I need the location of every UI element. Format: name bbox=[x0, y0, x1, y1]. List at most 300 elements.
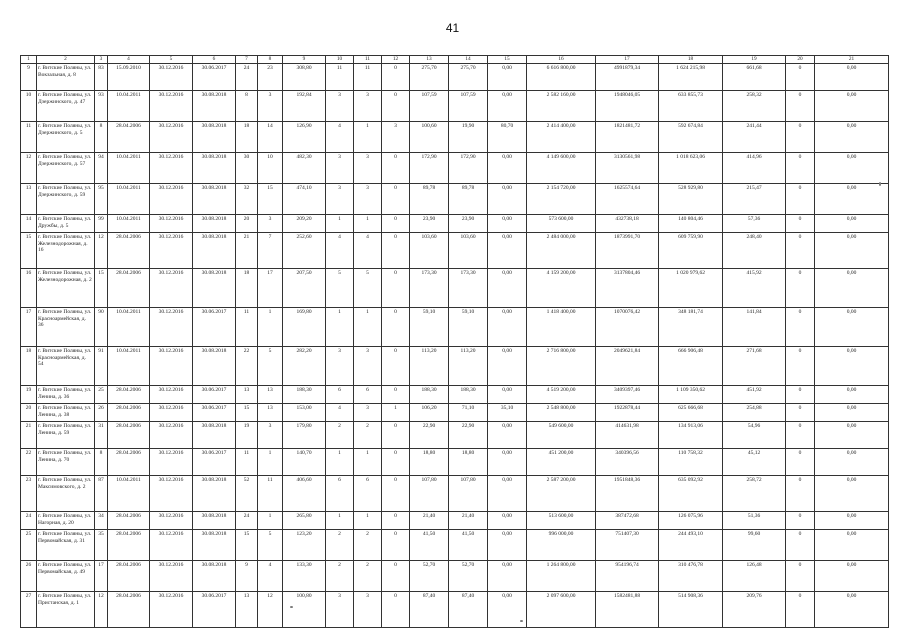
table-cell: 87,40 bbox=[410, 592, 449, 628]
table-cell: 45,12 bbox=[723, 449, 786, 476]
table-cell: 11 bbox=[236, 449, 258, 476]
address-cell: г. Витские Поляны, ул. Дзержинского, д. 47 bbox=[37, 91, 95, 122]
address-cell: г. Витские Поляны, ул. Красноармейская, д. 54 bbox=[37, 347, 95, 386]
table-cell: 30.08.2018 bbox=[193, 269, 236, 308]
table-row bbox=[21, 347, 889, 386]
table-cell: 609 759,90 bbox=[659, 233, 723, 269]
table-cell: 10.04.2011 bbox=[108, 184, 150, 215]
table-cell: 18 bbox=[236, 122, 258, 153]
table-cell: 0,00 bbox=[488, 269, 527, 308]
table-cell: 0 bbox=[786, 386, 815, 404]
table-cell: 30.12.2016 bbox=[150, 404, 193, 422]
column-number-cell: 14 bbox=[449, 56, 488, 64]
table-cell: 954196,74 bbox=[596, 561, 659, 592]
table-cell: 14 bbox=[258, 122, 283, 153]
table-cell: 15 bbox=[236, 530, 258, 561]
address-cell: г. Витские Поляны, ул. Ленина, д. 59 bbox=[37, 422, 95, 449]
table-cell: 14 bbox=[21, 215, 37, 233]
table-cell: 172,90 bbox=[410, 153, 449, 184]
table-cell: 30.08.2018 bbox=[193, 153, 236, 184]
table-cell: 1 018 623,06 bbox=[659, 153, 723, 184]
table-cell: 91 bbox=[95, 347, 108, 386]
table-cell: 188,30 bbox=[283, 386, 326, 404]
table-cell: 107,59 bbox=[449, 91, 488, 122]
table-cell: 282,20 bbox=[283, 347, 326, 386]
table-cell: 0 bbox=[786, 64, 815, 91]
table-cell: 3 bbox=[354, 184, 382, 215]
table-cell: 0,00 bbox=[815, 184, 889, 215]
table-cell: 0 bbox=[786, 449, 815, 476]
table-cell: 11 bbox=[326, 64, 354, 91]
table-row bbox=[21, 592, 889, 628]
table-cell: 0 bbox=[382, 347, 410, 386]
table-cell: 0,00 bbox=[488, 530, 527, 561]
table-cell: 30.12.2016 bbox=[150, 233, 193, 269]
table-cell: 30.12.2016 bbox=[150, 64, 193, 91]
table-cell: 153,00 bbox=[283, 404, 326, 422]
table-cell: 2 097 600,00 bbox=[527, 592, 596, 628]
table-cell: 0,00 bbox=[815, 476, 889, 512]
table-cell: 0,00 bbox=[815, 269, 889, 308]
table-cell: 22 bbox=[236, 347, 258, 386]
table-cell: 1 bbox=[258, 449, 283, 476]
table-cell: 0,00 bbox=[815, 215, 889, 233]
table-cell: 451,92 bbox=[723, 386, 786, 404]
table-cell: 90 bbox=[95, 308, 108, 347]
table-cell: 1 624 215,98 bbox=[659, 64, 723, 91]
table-cell: 15 bbox=[95, 269, 108, 308]
table-cell: 414631,98 bbox=[596, 422, 659, 449]
table-cell: 3 bbox=[354, 91, 382, 122]
table-cell: 52 bbox=[236, 476, 258, 512]
table-cell: 21 bbox=[21, 422, 37, 449]
table-cell: 0 bbox=[786, 476, 815, 512]
table-cell: 95 bbox=[95, 184, 108, 215]
table-cell: 3 bbox=[326, 184, 354, 215]
table-cell: 1 bbox=[326, 449, 354, 476]
scan-artifact-dot bbox=[879, 182, 881, 186]
column-number-cell: 16 bbox=[527, 56, 596, 64]
table-cell: 126,90 bbox=[283, 122, 326, 153]
table-cell: 30.12.2016 bbox=[150, 476, 193, 512]
table-cell: 28.04.2006 bbox=[108, 422, 150, 449]
table-cell: 528 929,80 bbox=[659, 184, 723, 215]
address-cell: г. Витские Поляны, ул. Пристанская, д. 1 bbox=[37, 592, 95, 628]
table-cell: 635 092,92 bbox=[659, 476, 723, 512]
table-cell: 15 bbox=[236, 404, 258, 422]
table-cell: 93 bbox=[95, 91, 108, 122]
table-row bbox=[21, 561, 889, 592]
address-cell: г. Витские Поляны, ул. Железнодорожная, д. 16 bbox=[37, 233, 95, 269]
table-row bbox=[21, 530, 889, 561]
table-cell: 100,60 bbox=[410, 122, 449, 153]
table-cell: 11 bbox=[354, 64, 382, 91]
table-cell: 996 000,00 bbox=[527, 530, 596, 561]
table-cell: 0,00 bbox=[815, 64, 889, 91]
table-cell: 52,70 bbox=[410, 561, 449, 592]
table-cell: 482,30 bbox=[283, 153, 326, 184]
address-cell: г. Витские Поляны, ул. Вокзальная, д. 8 bbox=[37, 64, 95, 91]
table-cell: 2 bbox=[326, 530, 354, 561]
housing-registry-table bbox=[20, 55, 889, 628]
table-cell: 10.04.2011 bbox=[108, 153, 150, 184]
table-cell: 0,00 bbox=[488, 153, 527, 184]
table-cell: 10.04.2011 bbox=[108, 476, 150, 512]
table-cell: 4 bbox=[326, 122, 354, 153]
table-cell: 13 bbox=[236, 386, 258, 404]
table-cell: 22,90 bbox=[410, 422, 449, 449]
table-row bbox=[21, 512, 889, 530]
table-cell: 1 bbox=[354, 308, 382, 347]
table-cell: 110 758,32 bbox=[659, 449, 723, 476]
table-cell: 25 bbox=[95, 386, 108, 404]
table-cell: 3137804,46 bbox=[596, 269, 659, 308]
table-cell: 0,00 bbox=[815, 404, 889, 422]
table-cell: 103,60 bbox=[410, 233, 449, 269]
table-cell: 28.04.2006 bbox=[108, 386, 150, 404]
table-cell: 28.04.2006 bbox=[108, 561, 150, 592]
table-cell: 3 bbox=[258, 422, 283, 449]
table-cell: 22 bbox=[21, 449, 37, 476]
table-cell: 2 bbox=[326, 561, 354, 592]
page-number: 41 bbox=[445, 21, 460, 35]
table-cell: 2 716 800,00 bbox=[527, 347, 596, 386]
column-number-cell: 8 bbox=[258, 56, 283, 64]
address-cell: г. Витские Поляны, ул. Первомайская, д. 49 bbox=[37, 561, 95, 592]
column-number-cell: 13 bbox=[410, 56, 449, 64]
table-cell: 5 bbox=[354, 269, 382, 308]
table-cell: 30.12.2016 bbox=[150, 184, 193, 215]
table-cell: 13 bbox=[21, 184, 37, 215]
table-cell: 30.08.2018 bbox=[193, 233, 236, 269]
table-cell: 22,90 bbox=[449, 422, 488, 449]
address-cell: г. Витские Поляны, ул. Нагорная, д. 20 bbox=[37, 512, 95, 530]
table-cell: 107,80 bbox=[449, 476, 488, 512]
address-cell: г. Витские Поляны, ул. Ленина, д. 38 bbox=[37, 404, 95, 422]
table-cell: 1625574,64 bbox=[596, 184, 659, 215]
table-cell: 1 bbox=[354, 449, 382, 476]
table-cell: 8 bbox=[95, 449, 108, 476]
table-cell: 10.04.2011 bbox=[108, 308, 150, 347]
address-cell: г. Витские Поляны, ул. Ленина, д. 36 bbox=[37, 386, 95, 404]
table-cell: 12 bbox=[95, 233, 108, 269]
table-row bbox=[21, 404, 889, 422]
table-cell: 30.08.2018 bbox=[193, 476, 236, 512]
table-cell: 30.12.2016 bbox=[150, 422, 193, 449]
table-cell: 24 bbox=[236, 64, 258, 91]
table-cell: 35,10 bbox=[488, 404, 527, 422]
table-cell: 0,00 bbox=[488, 215, 527, 233]
table-cell: 0 bbox=[786, 404, 815, 422]
table-cell: 387472,68 bbox=[596, 512, 659, 530]
table-cell: 1 bbox=[354, 512, 382, 530]
table-cell: 1582481,88 bbox=[596, 592, 659, 628]
table-cell: 0 bbox=[382, 386, 410, 404]
table-cell: 107,80 bbox=[410, 476, 449, 512]
table-cell: 3 bbox=[354, 347, 382, 386]
table-cell: 140,70 bbox=[283, 449, 326, 476]
table-row bbox=[21, 269, 889, 308]
table-cell: 26 bbox=[95, 404, 108, 422]
table-cell: 30.06.2017 bbox=[193, 64, 236, 91]
table-cell: 19 bbox=[21, 386, 37, 404]
table-cell: 1 109 350,62 bbox=[659, 386, 723, 404]
column-number-cell: 6 bbox=[193, 56, 236, 64]
table-cell: 30.08.2018 bbox=[193, 512, 236, 530]
table-cell: 0,00 bbox=[815, 512, 889, 530]
table-cell: 123,20 bbox=[283, 530, 326, 561]
table-cell: 5 bbox=[326, 269, 354, 308]
table-cell: 18 bbox=[21, 347, 37, 386]
table-cell: 19,90 bbox=[449, 122, 488, 153]
table-cell: 0 bbox=[382, 308, 410, 347]
table-cell: 2 414 400,00 bbox=[527, 122, 596, 153]
table-row bbox=[21, 233, 889, 269]
table-cell: 275,70 bbox=[410, 64, 449, 91]
table-cell: 52,70 bbox=[449, 561, 488, 592]
table-cell: 30.06.2017 bbox=[193, 386, 236, 404]
table-cell: 30.06.2017 bbox=[193, 449, 236, 476]
table-cell: 2 484 000,00 bbox=[527, 233, 596, 269]
table-cell: 0,00 bbox=[488, 386, 527, 404]
table-cell: 107,59 bbox=[410, 91, 449, 122]
table-cell: 340396,56 bbox=[596, 449, 659, 476]
table-cell: 215,47 bbox=[723, 184, 786, 215]
table-cell: 30.12.2016 bbox=[150, 153, 193, 184]
table-cell: 310 476,78 bbox=[659, 561, 723, 592]
table-cell: 15 bbox=[21, 233, 37, 269]
table-cell: 3 bbox=[258, 91, 283, 122]
table-cell: 51,36 bbox=[723, 512, 786, 530]
table-cell: 3409397,46 bbox=[596, 386, 659, 404]
table-cell: 19 bbox=[236, 422, 258, 449]
table-cell: 2 582 160,00 bbox=[527, 91, 596, 122]
table-row bbox=[21, 153, 889, 184]
table-cell: 30.12.2016 bbox=[150, 561, 193, 592]
table-cell: 1 bbox=[326, 308, 354, 347]
table-cell: 406,60 bbox=[283, 476, 326, 512]
table-cell: 30.12.2016 bbox=[150, 592, 193, 628]
table-cell: 3 bbox=[354, 153, 382, 184]
table-cell: 1 bbox=[326, 512, 354, 530]
table-cell: 0 bbox=[382, 449, 410, 476]
table-cell: 4 149 600,00 bbox=[527, 153, 596, 184]
table-cell: 254,88 bbox=[723, 404, 786, 422]
column-number-cell: 21 bbox=[815, 56, 889, 64]
table-cell: 6 bbox=[354, 476, 382, 512]
column-number-cell: 12 bbox=[382, 56, 410, 64]
table-cell: 0,00 bbox=[815, 91, 889, 122]
column-number-cell: 17 bbox=[596, 56, 659, 64]
table-cell: 244 493,10 bbox=[659, 530, 723, 561]
table-cell: 0,00 bbox=[488, 64, 527, 91]
table-cell: 4 bbox=[326, 233, 354, 269]
table-cell: 0 bbox=[382, 64, 410, 91]
table-cell: 30.12.2016 bbox=[150, 122, 193, 153]
table-cell: 30.12.2016 bbox=[150, 269, 193, 308]
table-cell: 113,20 bbox=[410, 347, 449, 386]
table-cell: 41,50 bbox=[449, 530, 488, 561]
table-cell: 31 bbox=[95, 422, 108, 449]
table-row bbox=[21, 476, 889, 512]
table-cell: 8 bbox=[236, 91, 258, 122]
table-cell: 0 bbox=[786, 347, 815, 386]
column-number-cell: 9 bbox=[283, 56, 326, 64]
table-cell: 80,70 bbox=[488, 122, 527, 153]
table-cell: 3 bbox=[382, 122, 410, 153]
table-cell: 179,80 bbox=[283, 422, 326, 449]
table-cell: 6 616 800,00 bbox=[527, 64, 596, 91]
table-row bbox=[21, 122, 889, 153]
table-cell: 1 020 979,62 bbox=[659, 269, 723, 308]
table-cell: 17 bbox=[95, 561, 108, 592]
table-cell: 30.08.2018 bbox=[193, 561, 236, 592]
table-cell: 99,60 bbox=[723, 530, 786, 561]
table-cell: 414,96 bbox=[723, 153, 786, 184]
table-cell: 10.04.2011 bbox=[108, 215, 150, 233]
table-cell: 173,30 bbox=[410, 269, 449, 308]
table-cell: 3 bbox=[354, 404, 382, 422]
table-cell: 271,68 bbox=[723, 347, 786, 386]
table-cell: 32 bbox=[236, 184, 258, 215]
table-cell: 89,78 bbox=[410, 184, 449, 215]
table-cell: 451 200,00 bbox=[527, 449, 596, 476]
table-cell: 2 bbox=[354, 530, 382, 561]
table-cell: 1 418 400,00 bbox=[527, 308, 596, 347]
table-cell: 6 bbox=[326, 476, 354, 512]
column-number-cell: 2 bbox=[37, 56, 95, 64]
table-cell: 252,60 bbox=[283, 233, 326, 269]
table-cell: 10 bbox=[258, 153, 283, 184]
table-cell: 0 bbox=[382, 215, 410, 233]
table-cell: 25 bbox=[21, 530, 37, 561]
address-cell: г. Витские Поляны, ул. Дзержинского, д. 5 bbox=[37, 122, 95, 153]
table-cell: 751407,30 bbox=[596, 530, 659, 561]
table-cell: 30.08.2018 bbox=[193, 184, 236, 215]
table-cell: 30.08.2018 bbox=[193, 347, 236, 386]
table-cell: 4 519 200,00 bbox=[527, 386, 596, 404]
address-cell: г. Витские Поляны, ул. Дзержинского, д. 59 bbox=[37, 184, 95, 215]
table-cell: 59,10 bbox=[410, 308, 449, 347]
table-cell: 30.12.2016 bbox=[150, 215, 193, 233]
table-cell: 24 bbox=[21, 512, 37, 530]
table-cell: 188,30 bbox=[410, 386, 449, 404]
table-cell: 30.12.2016 bbox=[150, 512, 193, 530]
table-cell: 30.06.2017 bbox=[193, 592, 236, 628]
table-row bbox=[21, 184, 889, 215]
table-cell: 11 bbox=[21, 122, 37, 153]
table-cell: 0 bbox=[786, 91, 815, 122]
table-cell: 308,80 bbox=[283, 64, 326, 91]
table-cell: 13 bbox=[258, 404, 283, 422]
table-cell: 514 908,36 bbox=[659, 592, 723, 628]
table-cell: 265,80 bbox=[283, 512, 326, 530]
table-cell: 10.04.2011 bbox=[108, 347, 150, 386]
table-cell: 126,48 bbox=[723, 561, 786, 592]
table-cell: 30 bbox=[236, 153, 258, 184]
table-cell: 21,40 bbox=[449, 512, 488, 530]
table-cell: 192,84 bbox=[283, 91, 326, 122]
table-cell: 28.04.2006 bbox=[108, 233, 150, 269]
table-cell: 0,00 bbox=[815, 233, 889, 269]
column-number-cell: 20 bbox=[786, 56, 815, 64]
table-row bbox=[21, 91, 889, 122]
table-cell: 0 bbox=[786, 122, 815, 153]
table-cell: 415,92 bbox=[723, 269, 786, 308]
table-cell: 0,00 bbox=[815, 530, 889, 561]
table-cell: 0,00 bbox=[488, 233, 527, 269]
table-cell: 10 bbox=[21, 91, 37, 122]
table-cell: 0 bbox=[382, 422, 410, 449]
table-cell: 0 bbox=[786, 184, 815, 215]
table-cell: 13 bbox=[258, 386, 283, 404]
table-cell: 24 bbox=[236, 512, 258, 530]
table-cell: 0,00 bbox=[488, 592, 527, 628]
table-row bbox=[21, 422, 889, 449]
table-cell: 94 bbox=[95, 153, 108, 184]
table-cell: 18,80 bbox=[410, 449, 449, 476]
table-cell: 0,00 bbox=[488, 449, 527, 476]
table-cell: 87,40 bbox=[449, 592, 488, 628]
table-cell: 0 bbox=[786, 233, 815, 269]
table-cell: 0 bbox=[786, 422, 815, 449]
table-cell: 0,00 bbox=[488, 422, 527, 449]
table-cell: 0 bbox=[382, 269, 410, 308]
table-cell: 71,10 bbox=[449, 404, 488, 422]
table-cell: 0,00 bbox=[488, 476, 527, 512]
table-cell: 549 600,00 bbox=[527, 422, 596, 449]
table-cell: 59,10 bbox=[449, 308, 488, 347]
table-cell: 3 bbox=[326, 592, 354, 628]
table-cell: 1821481,72 bbox=[596, 122, 659, 153]
table-cell: 5 bbox=[258, 347, 283, 386]
table-cell: 169,80 bbox=[283, 308, 326, 347]
table-cell: 23,90 bbox=[410, 215, 449, 233]
table-cell: 0 bbox=[382, 592, 410, 628]
table-cell: 0,00 bbox=[815, 449, 889, 476]
table-cell: 28.04.2006 bbox=[108, 122, 150, 153]
table-cell: 666 906,48 bbox=[659, 347, 723, 386]
table-cell: 573 600,00 bbox=[527, 215, 596, 233]
address-cell: г. Витские Поляны, ул. Ленина, д. 70 bbox=[37, 449, 95, 476]
table-cell: 3 bbox=[326, 153, 354, 184]
table-cell: 26 bbox=[21, 561, 37, 592]
table-cell: 1 bbox=[354, 215, 382, 233]
table-cell: 209,76 bbox=[723, 592, 786, 628]
table-cell: 34 bbox=[95, 512, 108, 530]
table-cell: 30.08.2018 bbox=[193, 91, 236, 122]
table-cell: 8 bbox=[95, 122, 108, 153]
column-number-cell: 15 bbox=[488, 56, 527, 64]
table-cell: 209,20 bbox=[283, 215, 326, 233]
table-cell: 0,00 bbox=[815, 308, 889, 347]
table-cell: 0 bbox=[382, 476, 410, 512]
scan-artifact-dot bbox=[290, 606, 293, 608]
table-cell: 248,40 bbox=[723, 233, 786, 269]
table-cell: 30.06.2017 bbox=[193, 404, 236, 422]
table-cell: 2 bbox=[326, 422, 354, 449]
table-cell: 126 075,96 bbox=[659, 512, 723, 530]
table-cell: 513 600,00 bbox=[527, 512, 596, 530]
table-cell: 83 bbox=[95, 64, 108, 91]
column-number-cell: 3 bbox=[95, 56, 108, 64]
table-cell: 7 bbox=[258, 233, 283, 269]
address-cell: г. Витские Поляны, ул. Дружбы, д. 5 bbox=[37, 215, 95, 233]
table-cell: 4 bbox=[354, 233, 382, 269]
table-cell: 1070076,42 bbox=[596, 308, 659, 347]
table-cell: 11 bbox=[236, 308, 258, 347]
table-cell: 2 587 200,00 bbox=[527, 476, 596, 512]
